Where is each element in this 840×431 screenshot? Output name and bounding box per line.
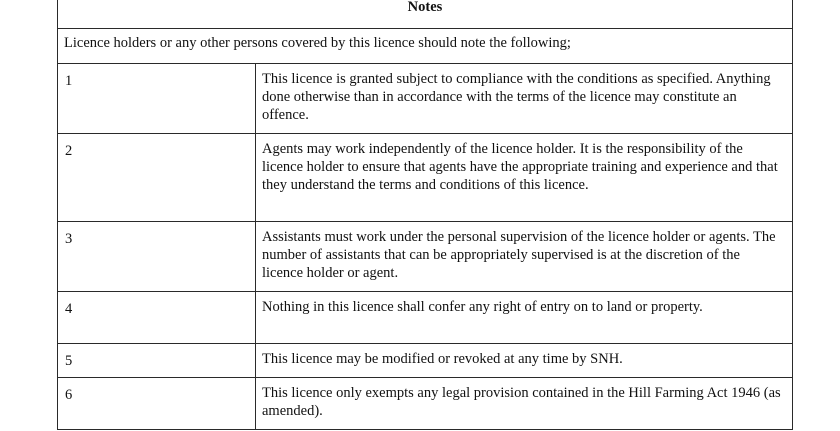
notes-title: Notes — [58, 0, 793, 29]
notes-intro-row — [58, 29, 793, 64]
note-text: This licence is granted subject to compliance with the conditions as specified. Anything done otherwise than in accordance with the terms of the licence may constitute an offence. — [256, 64, 793, 134]
note-text: This licence may be modified or revoked at any time by SNH. — [256, 344, 793, 378]
table-row — [58, 134, 793, 222]
note-number: 5 — [58, 344, 256, 378]
note-number: 3 — [58, 222, 256, 292]
note-number: 4 — [58, 292, 256, 344]
note-text: This licence only exempts any legal provision contained in the Hill Farming Act 1946 (as amended). — [256, 378, 793, 430]
table-row — [58, 222, 793, 292]
notes-table — [57, 0, 793, 430]
table-row — [58, 344, 793, 378]
notes-intro: Licence holders or any other persons covered by this licence should note the following; — [58, 29, 793, 64]
table-row — [58, 378, 793, 430]
note-number: 2 — [58, 134, 256, 222]
table-row — [58, 292, 793, 344]
notes-header-row — [58, 0, 793, 29]
table-row — [58, 64, 793, 134]
note-number: 6 — [58, 378, 256, 430]
note-text: Assistants must work under the personal supervision of the licence holder or agents. The number of assistants that can be appropriately supervised is at the discretion of the licence holder or agent. — [256, 222, 793, 292]
note-text: Agents may work independently of the licence holder. It is the responsibility of the licence holder to ensure that agents have the appropriate training and experience and that they understand the terms and conditions of this licence. — [256, 134, 793, 222]
note-text: Nothing in this licence shall confer any right of entry on to land or property. — [256, 292, 793, 344]
note-number: 1 — [58, 64, 256, 134]
